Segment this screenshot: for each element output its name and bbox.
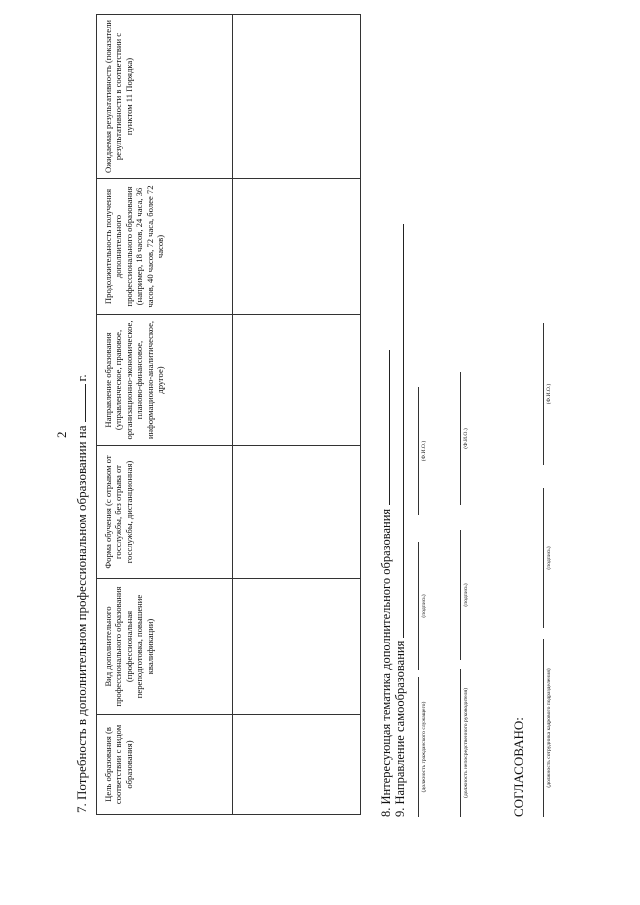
supervisor-position-line[interactable] [460,669,461,817]
col-header-duration: Продолжительность получения дополнительного профессионального образования (например, 18 часов, 24 часа, 36 часов, 40 часов, 72 часа, более 72 часов) [97,179,233,315]
employee-position-line[interactable] [418,677,419,817]
section-8-fill-line[interactable] [389,350,390,505]
section-7-text: 7. Потребность в дополнительном профессиональном образовании на [74,425,89,813]
table-cell[interactable] [233,15,361,179]
section-9-line [393,224,408,817]
hr-name-line[interactable] [543,323,544,465]
col-header-study-form: Форма обучения (с отрывом от госслужбы, без отрыва от госслужбы, дистанционная) [97,446,233,579]
table-cell[interactable] [233,579,361,715]
section-8-text: 8. Интересующая тематика дополнительного образования [379,508,393,817]
supervisor-position-caption: (должность непосредственного руководителя) [463,688,469,798]
table-header-row [97,15,233,815]
col-header-education-goal: Цель образования (в соответствии с видом образования) [97,715,233,815]
hr-position-caption: (должность сотрудника кадрового подразделения) [546,668,552,788]
col-header-expected-results: Ожидаемая результативность (показатели результативности в соответствии с пунктом 11 Порядка) [97,15,233,179]
table-cell[interactable] [233,446,361,579]
table-cell[interactable] [233,715,361,815]
hr-position-line[interactable] [543,639,544,817]
employee-signature-line[interactable] [418,542,419,670]
employee-name-line[interactable] [418,387,419,515]
section-7-suffix: г. [74,374,89,382]
employee-position-caption: (должность гражданского служащего) [421,701,427,793]
col-header-education-direction: Направление образования (управленческое, правовое, организационно-экономическое, планово-финансовое, информационно-аналитическое, другое) [97,315,233,446]
supervisor-name-line[interactable] [460,372,461,505]
year-blank-line [85,384,86,422]
table-row [233,15,361,815]
employee-name-caption: (Ф.И.О.) [421,440,427,462]
hr-signature-line[interactable] [543,488,544,628]
section-9-text: 9. Направление самообразования [393,640,407,817]
hr-name-caption: (Ф.И.О.) [546,383,552,405]
supervisor-signature-line[interactable] [460,530,461,660]
approval-heading: СОГЛАСОВАНО: [511,717,526,817]
education-needs-table [96,14,361,815]
supervisor-name-caption: (Ф.И.О.) [463,428,469,449]
section-9-fill-line[interactable] [403,224,404,638]
page-number: 2 [54,431,69,438]
table-cell[interactable] [233,315,361,446]
supervisor-signature-caption: (подпись) [463,583,469,607]
col-header-education-type: Вид дополнительного профессионального образования (профессиональная переподготовка, повышение квалификации) [97,579,233,715]
employee-signature-caption: (подпись) [421,594,427,618]
section-7-heading [74,374,90,813]
section-8-line [379,350,394,817]
table-cell[interactable] [233,179,361,315]
hr-signature-caption: (подпись) [546,546,552,570]
